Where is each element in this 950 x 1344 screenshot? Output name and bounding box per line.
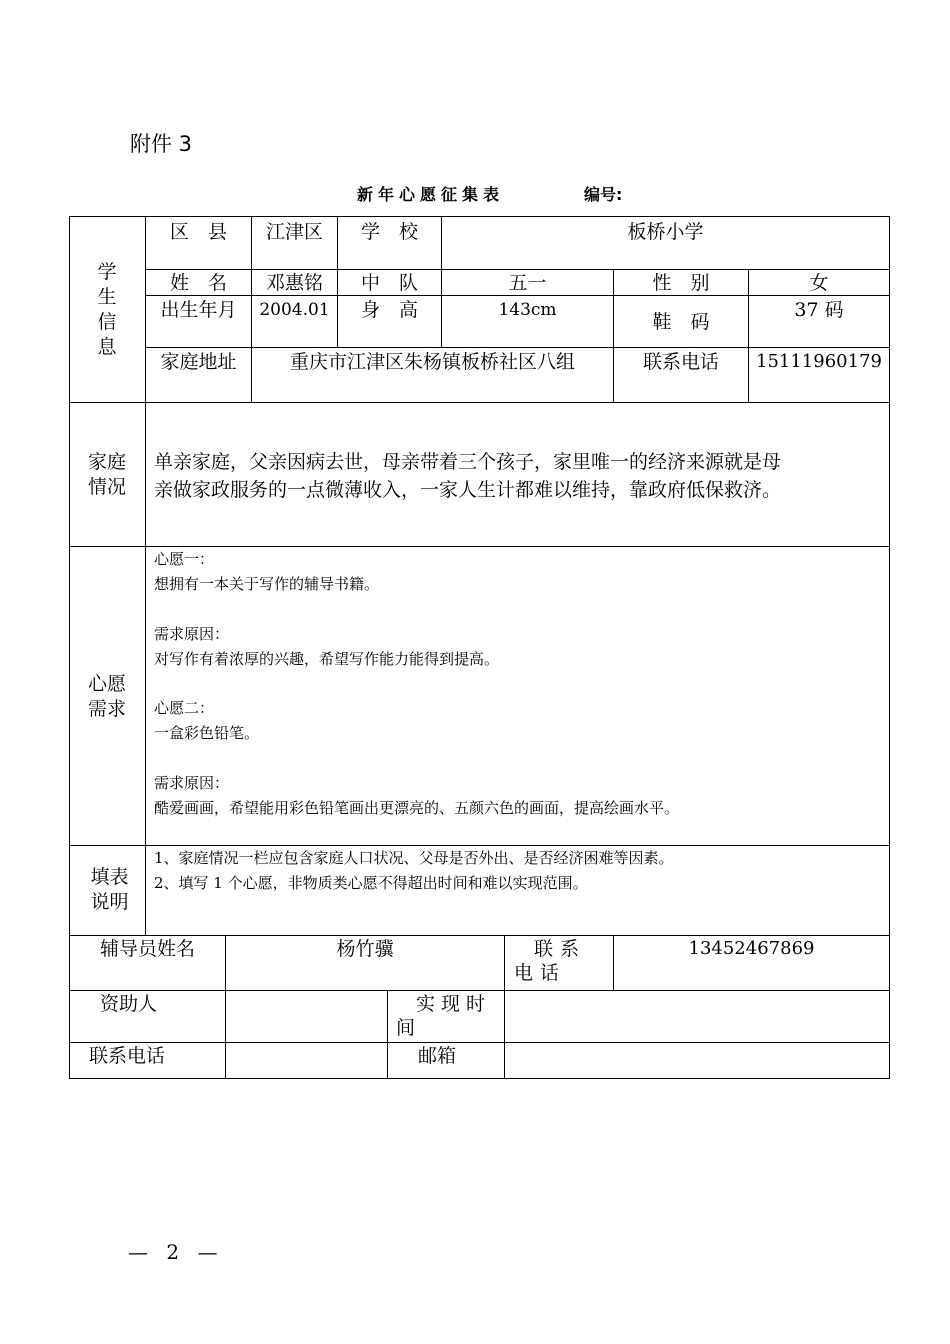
email-label: 邮箱 <box>418 1045 457 1067</box>
reason-1-title: 需求原因： <box>154 625 230 643</box>
realize-time-label: 实现时间 <box>396 993 492 1039</box>
wish-label: 心愿需求 <box>87 673 126 720</box>
school-label: 学 校 <box>360 221 418 243</box>
page-number: — 2 — <box>128 1240 224 1264</box>
gender-label: 性 别 <box>652 272 710 294</box>
phone-value: 15111960179 <box>756 351 882 372</box>
counselor-phone-value: 13452467869 <box>688 938 815 959</box>
counselor-name-value: 杨竹骥 <box>336 938 394 960</box>
district-value: 江津区 <box>265 221 323 243</box>
counselor-phone-label: 联系电话 <box>514 938 587 984</box>
gender-value: 女 <box>809 272 829 294</box>
squad-label: 中 队 <box>360 272 418 294</box>
attachment-label: 附件 3 <box>130 132 193 156</box>
form-title: 新年心愿征集表 <box>357 185 505 204</box>
reason-2-title: 需求原因： <box>154 774 230 792</box>
birth-label: 出生年月 <box>160 299 237 321</box>
squad-value: 五一 <box>508 272 547 294</box>
student-info-label: 学生信息 <box>97 261 117 358</box>
sponsor-phone-label: 联系电话 <box>89 1045 166 1067</box>
family-line-2: 亲做家政服务的一点微薄收入，一家人生计都难以维持，靠政府低保救济。 <box>154 479 782 501</box>
wish-2-title: 心愿二： <box>154 699 215 717</box>
sponsor-label: 资助人 <box>100 993 158 1015</box>
birth-value: 2004.01 <box>259 300 330 320</box>
address-value: 重庆市江津区朱杨镇板桥社区八组 <box>289 351 575 373</box>
wish-1-title: 心愿一： <box>154 550 215 568</box>
note-2: 2、填写 1 个心愿，非物质类心愿不得超出时间和难以实现范围。 <box>154 874 588 892</box>
school-value: 板桥小学 <box>627 221 704 243</box>
shoe-value: 37 码 <box>794 299 844 321</box>
wish-1-text: 想拥有一本关于写作的辅导书籍。 <box>154 575 380 593</box>
counselor-name-label: 辅导员姓名 <box>99 938 195 960</box>
name-label: 姓 名 <box>169 272 227 294</box>
reason-1-text: 对写作有着浓厚的兴趣，希望写作能力能得到提高。 <box>154 650 500 668</box>
serial-number-label: 编号: <box>584 185 623 204</box>
district-label: 区 县 <box>169 221 227 243</box>
note-1: 1、家庭情况一栏应包含家庭人口状况、父母是否外出、是否经济困难等因素。 <box>154 849 674 867</box>
address-label: 家庭地址 <box>160 351 237 373</box>
shoe-label: 鞋 码 <box>652 311 710 333</box>
family-line-1: 单亲家庭，父亲因病去世，母亲带着三个孩子，家里唯一的经济来源就是母 <box>154 451 782 473</box>
phone-label: 联系电话 <box>642 351 719 373</box>
family-label: 家庭情况 <box>87 451 126 498</box>
height-value: 143cm <box>498 300 557 320</box>
reason-2-text: 酷爱画画，希望能用彩色铅笔画出更漂亮的、五颜六色的画面，提高绘画水平。 <box>154 799 680 817</box>
wish-2-text: 一盒彩色铅笔。 <box>154 724 260 742</box>
notes-label: 填表说明 <box>90 866 129 913</box>
name-value: 邓惠铭 <box>265 272 323 294</box>
height-label: 身 高 <box>360 299 418 321</box>
